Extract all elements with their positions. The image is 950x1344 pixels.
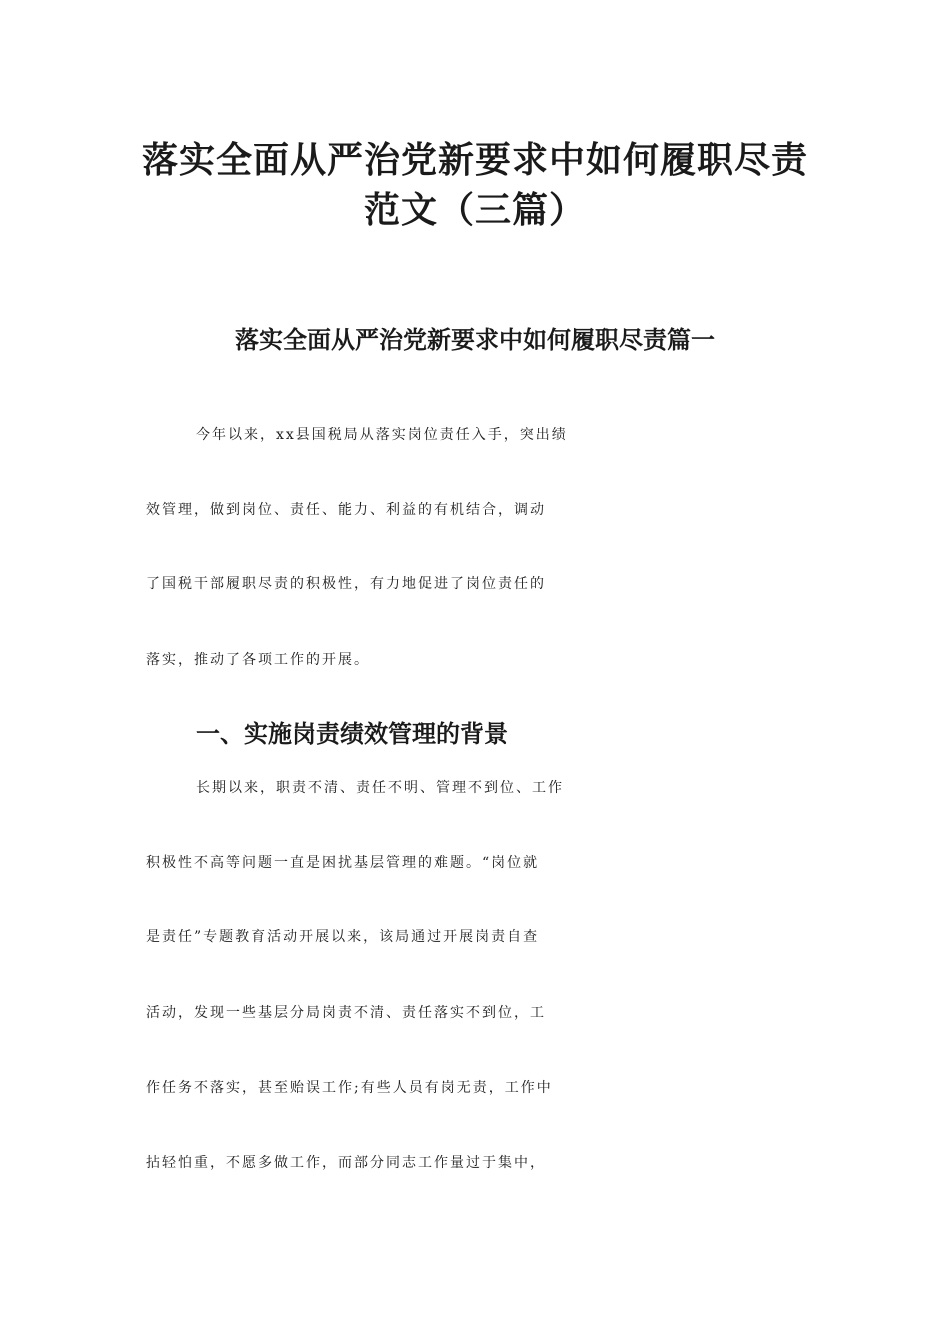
document-title-line-2: 范文（三篇） <box>363 189 586 231</box>
section-heading-1: 一、实施岗责绩效管理的背景 <box>196 719 508 748</box>
paragraph-2-line-4: 活动，发现一些基层分局岗责不清、责任落实不到位，工 <box>146 1005 546 1021</box>
document-title-line-1: 落实全面从严治党新要求中如何履职尽责 <box>141 139 808 181</box>
article-subtitle: 落实全面从严治党新要求中如何履职尽责篇一 <box>235 325 715 354</box>
paragraph-1-line-4: 落实，推动了各项工作的开展。 <box>146 652 370 668</box>
paragraph-1-line-3: 了国税干部履职尽责的积极性，有力地促进了岗位责任的 <box>146 576 546 592</box>
paragraph-2-line-1: 长期以来，职责不清、责任不明、管理不到位、工作 <box>196 780 564 796</box>
paragraph-2-line-5: 作任务不落实，甚至贻误工作;有些人员有岗无责，工作中 <box>146 1080 553 1096</box>
paragraph-2-line-2: 积极性不高等问题一直是困扰基层管理的难题。“岗位就 <box>146 855 540 871</box>
paragraph-1-line-1: 今年以来，xx县国税局从落实岗位责任入手，突出绩 <box>196 427 568 443</box>
paragraph-2-line-6: 拈轻怕重，不愿多做工作，而部分同志工作量过于集中， <box>146 1155 546 1171</box>
paragraph-2-line-3: 是责任”专题教育活动开展以来，该局通过开展岗责自查 <box>146 929 540 945</box>
paragraph-1-line-2: 效管理，做到岗位、责任、能力、利益的有机结合，调动 <box>146 502 546 518</box>
